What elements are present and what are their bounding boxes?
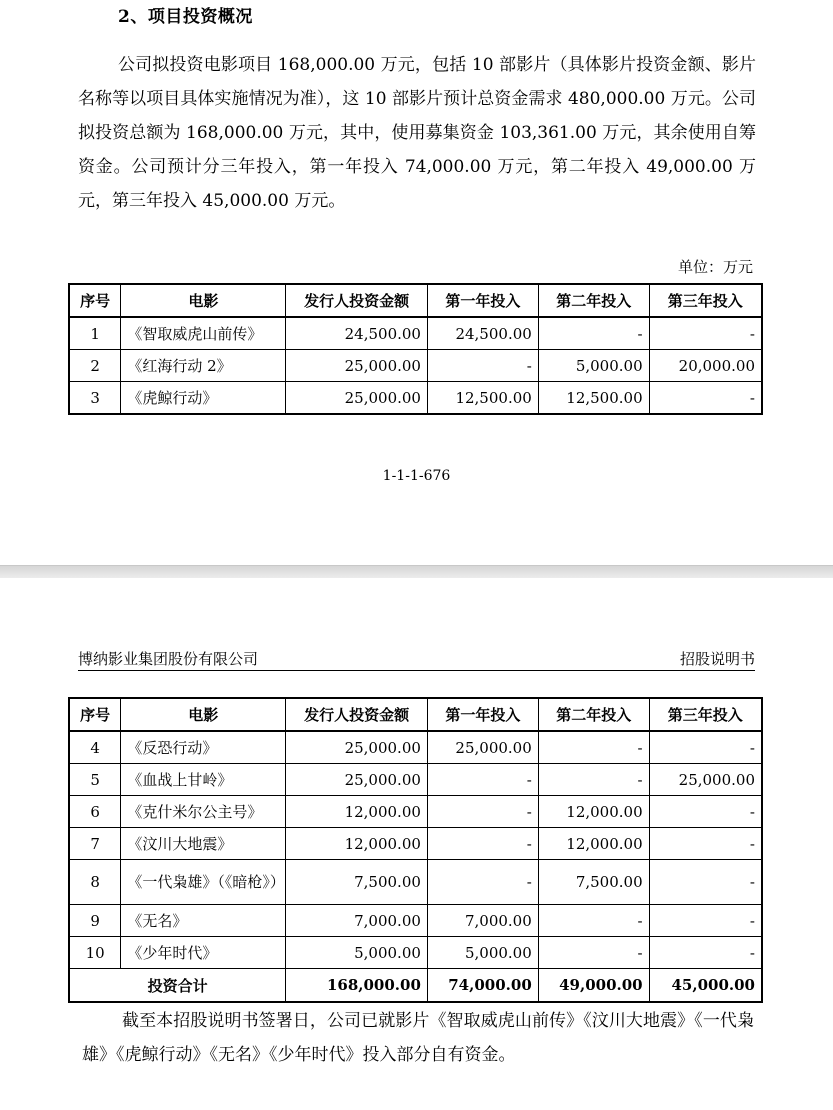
cell-year-2: - <box>538 905 649 937</box>
closing-paragraph: 截至本招股说明书签署日，公司已就影片《智取威虎山前传》《汶川大地震》《一代枭雄》《虎鲸行动》《无名》《少年时代》投入部分自有资金。 <box>82 1011 754 1065</box>
cell-index: 4 <box>69 731 121 764</box>
cell-year-2: 7,500.00 <box>538 860 649 905</box>
table-row <box>69 796 762 828</box>
cell-film: 《反恐行动》 <box>121 731 286 764</box>
header-year-3: 第三年投入 <box>649 284 762 317</box>
table-row <box>69 731 762 764</box>
total-year-3: 45,000.00 <box>649 969 762 1003</box>
table-row <box>69 937 762 969</box>
cell-index: 6 <box>69 796 121 828</box>
cell-year-3: - <box>649 796 762 828</box>
header-film: 电影 <box>121 284 286 317</box>
cell-amount: 5,000.00 <box>286 937 428 969</box>
cell-year-1: 7,000.00 <box>427 905 538 937</box>
cell-amount: 7,000.00 <box>286 905 428 937</box>
total-year-1: 74,000.00 <box>427 969 538 1003</box>
cell-year-1: - <box>427 796 538 828</box>
cell-index: 10 <box>69 937 121 969</box>
cell-index: 7 <box>69 828 121 860</box>
table-row <box>69 828 762 860</box>
table-row <box>69 860 762 905</box>
header-issuer-amount: 发行人投资金额 <box>286 698 428 731</box>
cell-year-1: - <box>427 860 538 905</box>
cell-year-2: - <box>538 764 649 796</box>
table-header-row <box>69 698 762 731</box>
cell-year-1: 25,000.00 <box>427 731 538 764</box>
cell-year-3: - <box>649 382 762 415</box>
cell-film: 《克什米尔公主号》 <box>121 796 286 828</box>
table-row <box>69 764 762 796</box>
cell-year-2: 12,500.00 <box>538 382 649 415</box>
cell-year-2: - <box>538 731 649 764</box>
cell-amount: 25,000.00 <box>286 350 428 382</box>
cell-film: 《一代枭雄》（《暗枪》） <box>121 860 286 905</box>
cell-amount: 25,000.00 <box>286 382 428 415</box>
page-2 <box>0 578 833 1110</box>
header-film: 电影 <box>121 698 286 731</box>
cell-index: 5 <box>69 764 121 796</box>
intro-paragraph: 公司拟投资电影项目 168,000.00 万元，包括 10 部影片（具体影片投资金额、影片名称等以项目具体实施情况为准），这 10 部影片预计总资金需求 480,000.00 万元。公司拟投资总额为 168,000.00 万元，其中，使用募集资金 103,361.00 万元，其余使用自筹资金。公司预计分三年投入，第一年投入 74,000.00 万元，第二年投入 49,000.00 万元，第三年投入 45,000.00 万元。 <box>78 55 756 211</box>
header-rule <box>78 670 755 671</box>
header-year-1: 第一年投入 <box>427 284 538 317</box>
header-year-1: 第一年投入 <box>427 698 538 731</box>
header-year-3: 第三年投入 <box>649 698 762 731</box>
header-year-2: 第二年投入 <box>538 698 649 731</box>
table-header-row <box>69 284 762 317</box>
table-row <box>69 905 762 937</box>
cell-film: 《智取威虎山前传》 <box>121 317 286 350</box>
cell-index: 9 <box>69 905 121 937</box>
cell-amount: 24,500.00 <box>286 317 428 350</box>
cell-year-3: - <box>649 317 762 350</box>
section-title: 2、项目投资概况 <box>118 7 253 27</box>
cell-year-3: - <box>649 937 762 969</box>
cell-index: 1 <box>69 317 121 350</box>
page-separator <box>0 565 833 579</box>
cell-year-1: 12,500.00 <box>427 382 538 415</box>
table-row <box>69 317 762 350</box>
cell-year-2: 12,000.00 <box>538 796 649 828</box>
cell-amount: 12,000.00 <box>286 828 428 860</box>
cell-film: 《红海行动 2》 <box>121 350 286 382</box>
cell-amount: 25,000.00 <box>286 731 428 764</box>
table-row <box>69 382 762 415</box>
header-index: 序号 <box>69 698 121 731</box>
investment-table-part-1 <box>68 283 763 415</box>
cell-index: 3 <box>69 382 121 415</box>
cell-year-2: 12,000.00 <box>538 828 649 860</box>
investment-table-part-2 <box>68 697 763 1003</box>
cell-film: 《血战上甘岭》 <box>121 764 286 796</box>
cell-year-2: 5,000.00 <box>538 350 649 382</box>
cell-year-1: 5,000.00 <box>427 937 538 969</box>
total-amount: 168,000.00 <box>286 969 428 1003</box>
cell-year-3: - <box>649 905 762 937</box>
page-number: 1-1-1-676 <box>382 468 451 484</box>
total-year-2: 49,000.00 <box>538 969 649 1003</box>
cell-year-3: - <box>649 731 762 764</box>
cell-year-1: - <box>427 350 538 382</box>
header-index: 序号 <box>69 284 121 317</box>
header-year-2: 第二年投入 <box>538 284 649 317</box>
cell-year-2: - <box>538 937 649 969</box>
cell-year-1: 24,500.00 <box>427 317 538 350</box>
cell-year-3: - <box>649 860 762 905</box>
cell-year-1: - <box>427 764 538 796</box>
cell-year-2: - <box>538 317 649 350</box>
running-header-doc-type: 招股说明书 <box>679 650 755 668</box>
unit-label: 单位：万元 <box>677 258 753 276</box>
running-header-company: 博纳影业集团股份有限公司 <box>78 650 259 668</box>
cell-year-1: - <box>427 828 538 860</box>
cell-film: 《无名》 <box>121 905 286 937</box>
table-total-row <box>69 969 762 1003</box>
header-issuer-amount: 发行人投资金额 <box>286 284 428 317</box>
cell-amount: 12,000.00 <box>286 796 428 828</box>
cell-amount: 7,500.00 <box>286 860 428 905</box>
cell-year-3: 25,000.00 <box>649 764 762 796</box>
total-label: 投资合计 <box>69 969 286 1003</box>
cell-year-3: - <box>649 828 762 860</box>
cell-year-3: 20,000.00 <box>649 350 762 382</box>
cell-amount: 25,000.00 <box>286 764 428 796</box>
table-row <box>69 350 762 382</box>
cell-film: 《少年时代》 <box>121 937 286 969</box>
cell-film: 《虎鲸行动》 <box>121 382 286 415</box>
cell-index: 2 <box>69 350 121 382</box>
cell-film: 《汶川大地震》 <box>121 828 286 860</box>
cell-index: 8 <box>69 860 121 905</box>
